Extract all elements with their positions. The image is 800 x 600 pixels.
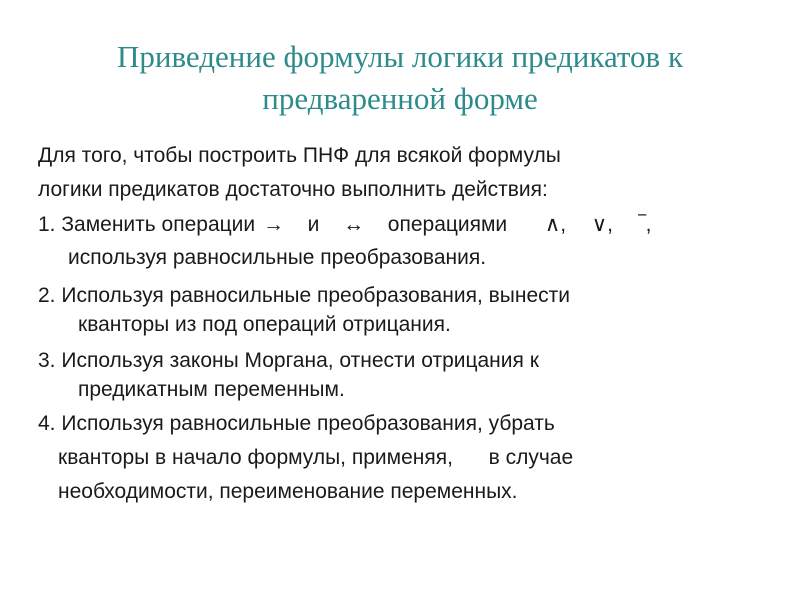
step-1-line-2: используя равносильные преобразования.	[68, 246, 487, 269]
step-4-line-2	[58, 444, 573, 472]
step-3-line-1: 3. Используя законы Моргана, отнести отрицания к	[38, 349, 539, 372]
step-1-prefix: 1. Заменить операции	[38, 213, 256, 236]
step-1-line-1	[38, 211, 654, 239]
implication-symbol: →	[262, 213, 284, 236]
step-1-and-word: и	[307, 213, 320, 236]
disjunction-symbol: ∨,	[591, 213, 613, 236]
step-4-line-3: необходимости, переименование переменных.	[58, 480, 518, 503]
title-line-2: предваренной форме	[262, 81, 538, 116]
intro-line-2: логики предикатов достаточно выполнить действия:	[38, 178, 548, 201]
step-2-line-1: 2. Используя равносильные преобразования, вынести	[38, 284, 570, 307]
step-4-line-2a: кванторы в начало формулы, применяя,	[58, 446, 453, 469]
step-1-operations-word: операциями	[387, 213, 508, 236]
slide-title	[40, 36, 760, 120]
conjunction-symbol: ∧,	[544, 213, 567, 236]
negation-symbol: ‾,	[638, 213, 652, 236]
step-4-line-1: 4. Используя равносильные преобразования, убрать	[38, 412, 555, 435]
step-4-line-2b: в случае	[488, 446, 574, 469]
intro-line-1: Для того, чтобы построить ПНФ для всякой формулы	[38, 144, 561, 167]
step-3-line-2: предикатным переменным.	[78, 378, 345, 401]
step-2-line-2: кванторы из под операций отрицания.	[78, 313, 451, 336]
title-line-1: Приведение формулы логики предикатов к	[116, 39, 684, 74]
equivalence-symbol: ↔	[343, 213, 365, 236]
